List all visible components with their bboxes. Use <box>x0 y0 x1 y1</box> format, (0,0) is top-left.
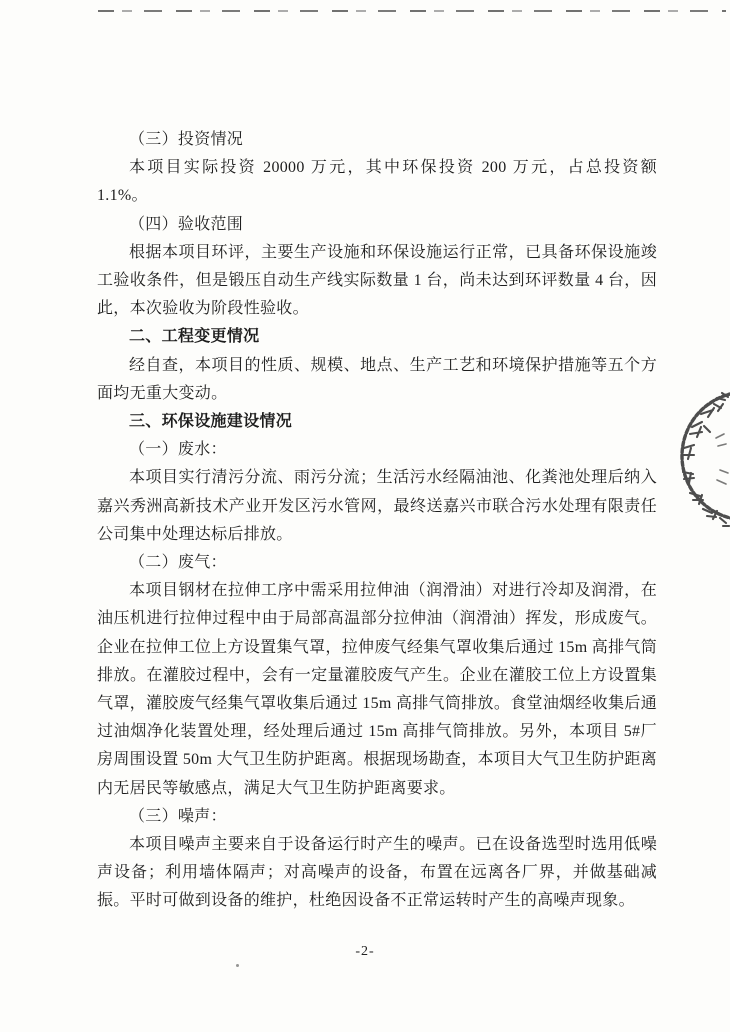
section-heading: （三）投资情况 <box>129 131 244 148</box>
document-body <box>97 126 657 916</box>
scan-speck <box>236 964 239 967</box>
section-heading: 三、环保设施建设情况 <box>129 413 293 431</box>
section-heading: （一）废水： <box>129 441 227 459</box>
body-paragraph: 本项目钢材在拉伸工序中需采用拉伸油（润滑油）对进行冷却及润滑，在油压机进行拉伸过程中由于局部高温部分拉伸油（润滑油）挥发，形成废气。企业在拉伸工位上方设置集气罩，拉伸废气经集气罩收集后通过 15m 高排气筒排放。在灌胶过程中，会有一定量灌胶废气产生。企业在灌胶工位上方设置集气罩，灌胶废气经集气罩收集后通过 15m 高排气筒排放。食堂油烟经收集后通过油烟净化装置处理，经处理后通过 15m 高排气筒排放。另外，本项目 5#厂房周围设置 50m 大气卫生防护距离。根据现场勘查，本项目大气卫生防护距离内无居民等敏感点，满足大气卫生防护距离要求。 <box>97 582 657 797</box>
body-paragraph: 根据本项目环评，主要生产设施和环保设施运行正常，已具备环保设施竣工验收条件，但是锻压自动生产线实际数量 1 台，尚未达到环评数量 4 台，因此，本次验收为阶段性验收。 <box>97 243 657 318</box>
body-paragraph: 经自查，本项目的性质、规模、地点、生产工艺和环境保护措施等五个方面均无重大变动。 <box>97 356 657 402</box>
official-seal <box>670 380 730 536</box>
body-paragraph: 本项目噪声主要来自于设备运行时产生的噪声。已在设备选型时选用低噪声设备；利用墙体隔声；对高噪声的设备，布置在远离各厂界，并做基础减振。平时可做到设备的维护，杜绝因设备不正常运转时产生的高噪声现象。 <box>97 836 657 910</box>
section-heading: （四）验收范围 <box>129 215 244 233</box>
body-paragraph: 本项目实际投资 20000 万元，其中环保投资 200 万元，占总投资额 1.1%。 <box>97 159 657 205</box>
scan-artifact-line <box>98 9 726 13</box>
section-heading: （二）废气： <box>129 554 227 572</box>
section-heading: 二、工程变更情况 <box>129 328 260 346</box>
body-paragraph: 本项目实行清污分流、雨污分流；生活污水经隔油池、化粪池处理后纳入嘉兴秀洲高新技术产业开发区污水管网，最终送嘉兴市联合污水处理有限责任公司集中处理达标后排放。 <box>97 469 657 543</box>
page-number: -2- <box>355 944 375 959</box>
seal-graphic <box>670 380 730 536</box>
section-heading: （三）噪声： <box>129 807 227 825</box>
